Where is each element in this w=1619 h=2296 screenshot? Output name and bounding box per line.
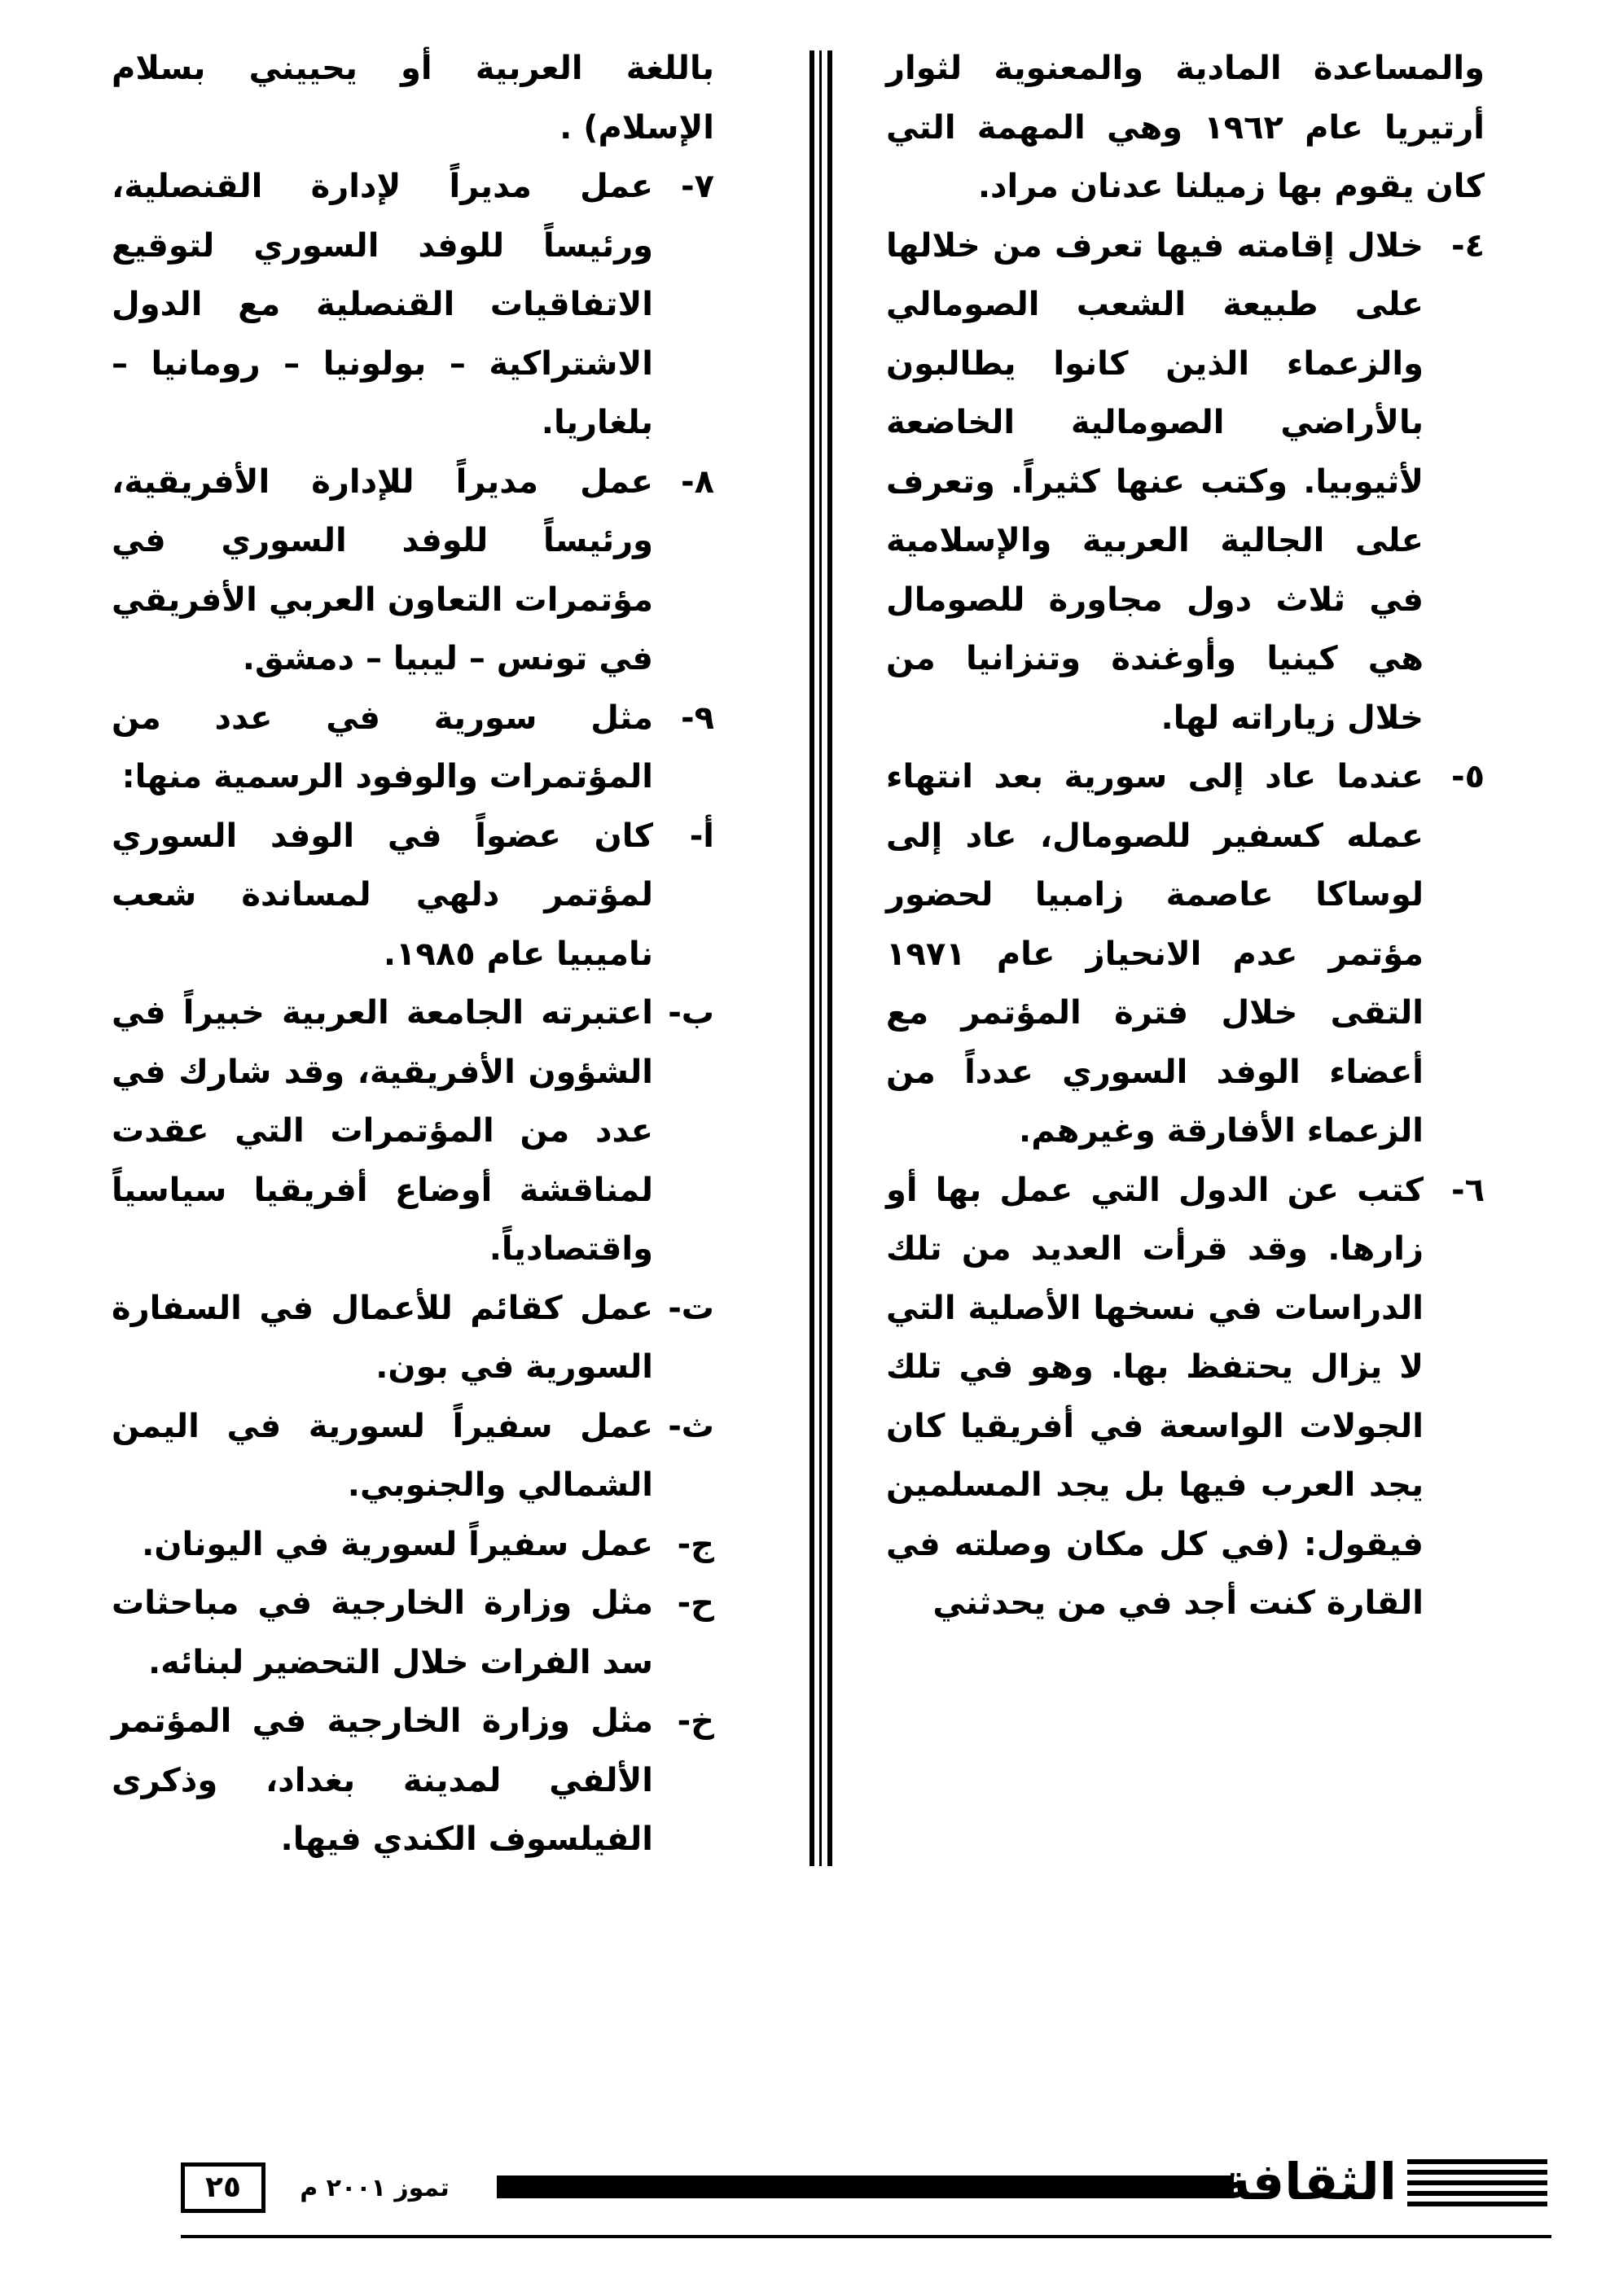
magazine-logo: الثقافة: [1221, 2152, 1397, 2211]
left-column: [112, 39, 714, 1869]
list-item-9: [112, 689, 714, 807]
item-text: اعتبرته الجامعة العربية خبيراً في الشؤون الأفريقية، وقد شارك في عدد من المؤتمرات التي عقدت لمناقشة أوضاع أفريقيا سياسياً واقتصادياً.: [112, 994, 653, 1268]
item-text: مثل سورية في عدد من المؤتمرات والوفود الرسمية منها:: [112, 699, 653, 795]
item-number: ٧-: [680, 168, 714, 205]
paragraph-continuation: باللغة العربية أو يحييني بسلام الإسلام) .: [112, 50, 714, 147]
item-number: ٥-: [1450, 758, 1485, 795]
stripe: [1407, 2159, 1547, 2164]
item-letter: ت-: [668, 1289, 714, 1327]
item-letter: خ-: [677, 1702, 714, 1740]
item-text: عمل سفيراً لسورية في اليمن الشمالي والجنوبي.: [112, 1407, 653, 1504]
item-letter: أ-: [689, 817, 714, 855]
footer-bar: [497, 2176, 1234, 2198]
issue-date: تموز ٢٠٠١ م: [300, 2174, 450, 2202]
item-text: عمل مديراً للإدارة الأفريقية، ورئيساً للوفد السوري في مؤتمرات التعاون العربي الأفريقي في تونس – ليبيا – دمشق.: [112, 462, 653, 677]
item-letter: ج-: [677, 1525, 714, 1563]
column-divider-inner: [819, 50, 822, 1866]
logo-stripes: [1407, 2159, 1547, 2212]
column-divider: [810, 50, 832, 1866]
stripe: [1407, 2191, 1547, 2196]
right-column: [886, 39, 1485, 1633]
item-text: عمل كقائم للأعمال في السفارة السورية في بون.: [112, 1289, 653, 1386]
item-text: خلال إقامته فيها تعرف من خلالها على طبيعة الشعب الصومالي والزعماء الذين كانوا يطالبون بالأراضي الصومالية الخاضعة لأثيوبيا. وكتب عنها كثيراً. وتعرف على الجالية العربية والإسلامية في ثلاث دول مجاورة للصومال هي كينيا وأوغندة وتنزانيا من خلال زياراته لها.: [886, 226, 1424, 737]
item-text: مثل وزارة الخارجية في مباحثات سد الفرات خلال التحضير لبنائه.: [112, 1584, 653, 1681]
list-item-4: [886, 217, 1485, 748]
item-text: مثل وزارة الخارجية في المؤتمر الألفي لمدينة بغداد، وذكرى الفيلسوف الكندي فيها.: [112, 1702, 653, 1858]
list-item-alef: [112, 807, 714, 984]
item-number: ٤-: [1450, 226, 1485, 265]
stripe: [1407, 2180, 1547, 2185]
item-text: عندما عاد إلى سورية بعد انتهاء عمله كسفير للصومال، عاد إلى لوساكا عاصمة زامبيا لحضور مؤتمر عدم الانحياز عام ١٩٧١ التقى خلال فترة المؤتمر مع أعضاء الوفد السوري عدداً من الزعماء الأفارقة وغيرهم.: [886, 758, 1424, 1150]
paragraph-continuation: والمساعدة المادية والمعنوية لثوار أرتيريا عام ١٩٦٢ وهي المهمة التي كان يقوم بها زميلنا عدنان مراد.: [886, 50, 1485, 205]
page-number: ٢٥: [181, 2162, 265, 2213]
stripe: [1407, 2170, 1547, 2175]
list-item-tha: [112, 1397, 714, 1515]
list-item-ta: [112, 1279, 714, 1397]
list-item-7: [112, 157, 714, 453]
list-item-ha: [112, 1574, 714, 1692]
item-number: ٨-: [680, 462, 714, 501]
item-text: عمل سفيراً لسورية في اليونان.: [142, 1525, 653, 1563]
item-text: كتب عن الدول التي عمل بها أو زارها. وقد قرأت العديد من تلك الدراسات في نسخها الأصلية التي لا يزال يحتفظ بها. وهو في تلك الجولات الواسعة في أفريقيا كان يجد العرب فيها بل يجد المسلمين فيقول: (في كل مكان وصلته في القارة كنت أجد في من يحدثني: [886, 1171, 1424, 1622]
list-item-ba: [112, 984, 714, 1279]
item-letter: ح-: [677, 1584, 714, 1622]
item-text: كان عضواً في الوفد السوري لمؤتمر دلهي لمساندة شعب ناميبيا عام ١٩٨٥.: [112, 817, 653, 973]
list-item-6: [886, 1161, 1485, 1633]
stripe: [1407, 2202, 1547, 2206]
list-item-5: [886, 747, 1485, 1161]
item-number: ٦-: [1450, 1171, 1485, 1209]
item-number: ٩-: [680, 699, 714, 737]
list-item-8: [112, 453, 714, 689]
item-text: عمل مديراً لإدارة القنصلية، ورئيساً للوفد السوري لتوقيع الاتفاقيات القنصلية مع الدول الاشتراكية – بولونيا – رومانيا – بلغاريا.: [112, 168, 653, 441]
footer-rule: [181, 2235, 1551, 2238]
list-item-kha: [112, 1692, 714, 1869]
list-item-jim: [112, 1515, 714, 1575]
item-letter: ث-: [668, 1407, 714, 1445]
item-letter: ب-: [668, 994, 714, 1032]
